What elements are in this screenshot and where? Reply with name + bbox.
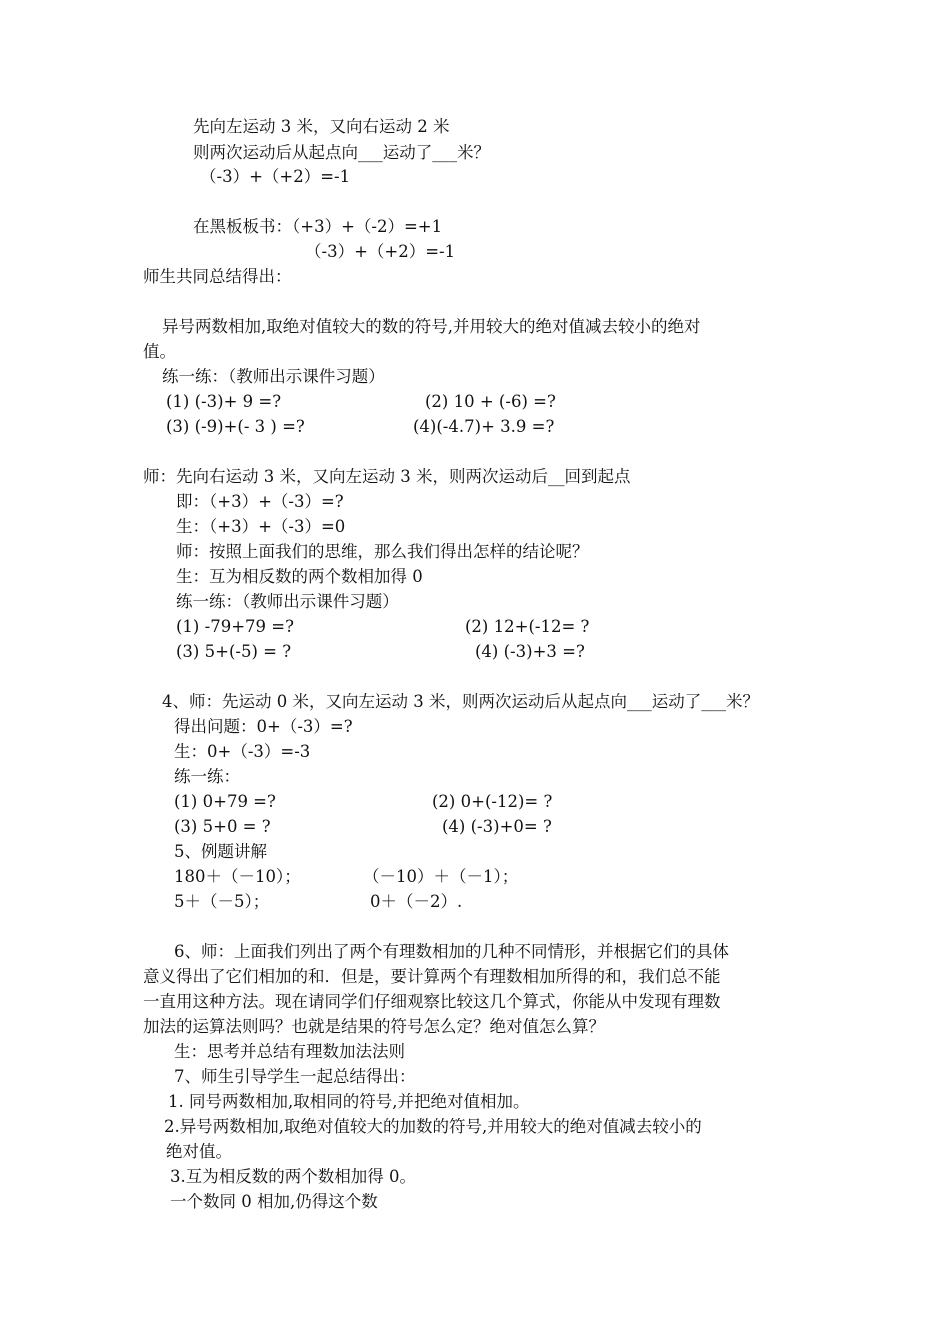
exercise-item: (3) 5+0 = ?	[174, 817, 271, 836]
text-line: 值。	[143, 342, 176, 361]
rule-item: 1. 同号两数相加,取相同的符号,并把绝对值相加。	[168, 1092, 530, 1111]
exercise-item: (1) -79+79 =?	[176, 617, 294, 636]
text-line: 加法的运算法则吗？也就是结果的符号怎么定？绝对值怎么算？	[143, 1017, 605, 1036]
text-line: 先向左运动 3 米，又向右运动 2 米	[193, 117, 450, 136]
exercise-item: (4) (-3)+3 =?	[475, 642, 585, 661]
text-line: 得出问题：0+（-3）=?	[174, 717, 353, 736]
rule-item: 绝对值。	[166, 1142, 232, 1161]
exercise-item: (2) 10 + (-6) =?	[425, 392, 556, 411]
rule-item: 2.异号两数相加,取绝对值较大的加数的符号,并用较大的绝对值减去较小的	[164, 1117, 702, 1136]
text-line: 生：0+（-3）=-3	[174, 742, 311, 761]
text-line: 练一练：（教师出示课件习题）	[162, 367, 385, 386]
text-line: 意义得出了它们相加的和．但是，要计算两个有理数相加所得的和，我们总不能	[143, 967, 721, 986]
rule-item: 3.互为相反数的两个数相加得 0。	[170, 1167, 416, 1186]
text-line: （-3）+（+2）=-1	[200, 167, 351, 186]
text-line: 练一练：（教师出示课件习题）	[176, 592, 399, 611]
exercise-item: (3) 5+(-5) = ?	[176, 642, 292, 661]
example-item: 0＋（－2）.	[370, 892, 463, 911]
text-line: 则两次运动后从起点向___运动了___米？	[193, 143, 490, 162]
exercise-item: (4) (-3)+0= ?	[442, 817, 552, 836]
text-line: 生：（+3）+（-3）=0	[176, 517, 346, 536]
text-line: 师：按照上面我们的思维，那么我们得出怎样的结论呢？	[176, 542, 589, 561]
exercise-item: (3) (-9)+(- 3 ) =?	[166, 417, 305, 436]
exercise-item: (2) 0+(-12)= ?	[432, 792, 553, 811]
text-line: 异号两数相加,取绝对值较大的数的符号,并用较大的绝对值减去较小的绝对	[162, 317, 701, 336]
exercise-item: (2) 12+(-12= ?	[465, 617, 590, 636]
section-heading: 5、例题讲解	[174, 842, 267, 861]
text-line: 练一练：	[174, 767, 240, 786]
example-item: 5＋（－5）；	[174, 892, 270, 911]
text-line: 即：（+3）+（-3）=?	[176, 492, 344, 511]
text-line: 生：思考并总结有理数加法法则	[174, 1042, 405, 1061]
text-line: 师生共同总结得出：	[143, 267, 292, 286]
example-item: 180＋（－10）；	[174, 867, 301, 886]
rule-item: 一个数同 0 相加,仍得这个数	[170, 1192, 378, 1211]
text-line: 一直用这种方法。现在请同学们仔细观察比较这几个算式，你能从中发现有理数	[143, 992, 721, 1011]
text-line: 4、师：先运动 0 米，又向左运动 3 米，则两次运动后从起点向___运动了___米？	[162, 692, 759, 711]
example-item: （－10）＋（－1）；	[363, 867, 519, 886]
exercise-item: (1) 0+79 =?	[174, 792, 276, 811]
text-line: 生：互为相反数的两个数相加得 0	[176, 567, 423, 586]
text-line: （-3）+（+2）=-1	[305, 242, 456, 261]
text-line: 6、师：上面我们列出了两个有理数相加的几种不同情形，并根据它们的具体	[174, 942, 729, 961]
text-line: 师：先向右运动 3 米，又向左运动 3 米，则两次运动后__回到起点	[143, 467, 631, 486]
exercise-item: (1) (-3)+ 9 =?	[166, 392, 282, 411]
exercise-item: (4)(-4.7)+ 3.9 =?	[413, 417, 555, 436]
text-line: 在黑板板书：（+3）+（-2）=+1	[193, 217, 443, 236]
section-heading: 7、师生引导学生一起总结得出：	[174, 1067, 416, 1086]
